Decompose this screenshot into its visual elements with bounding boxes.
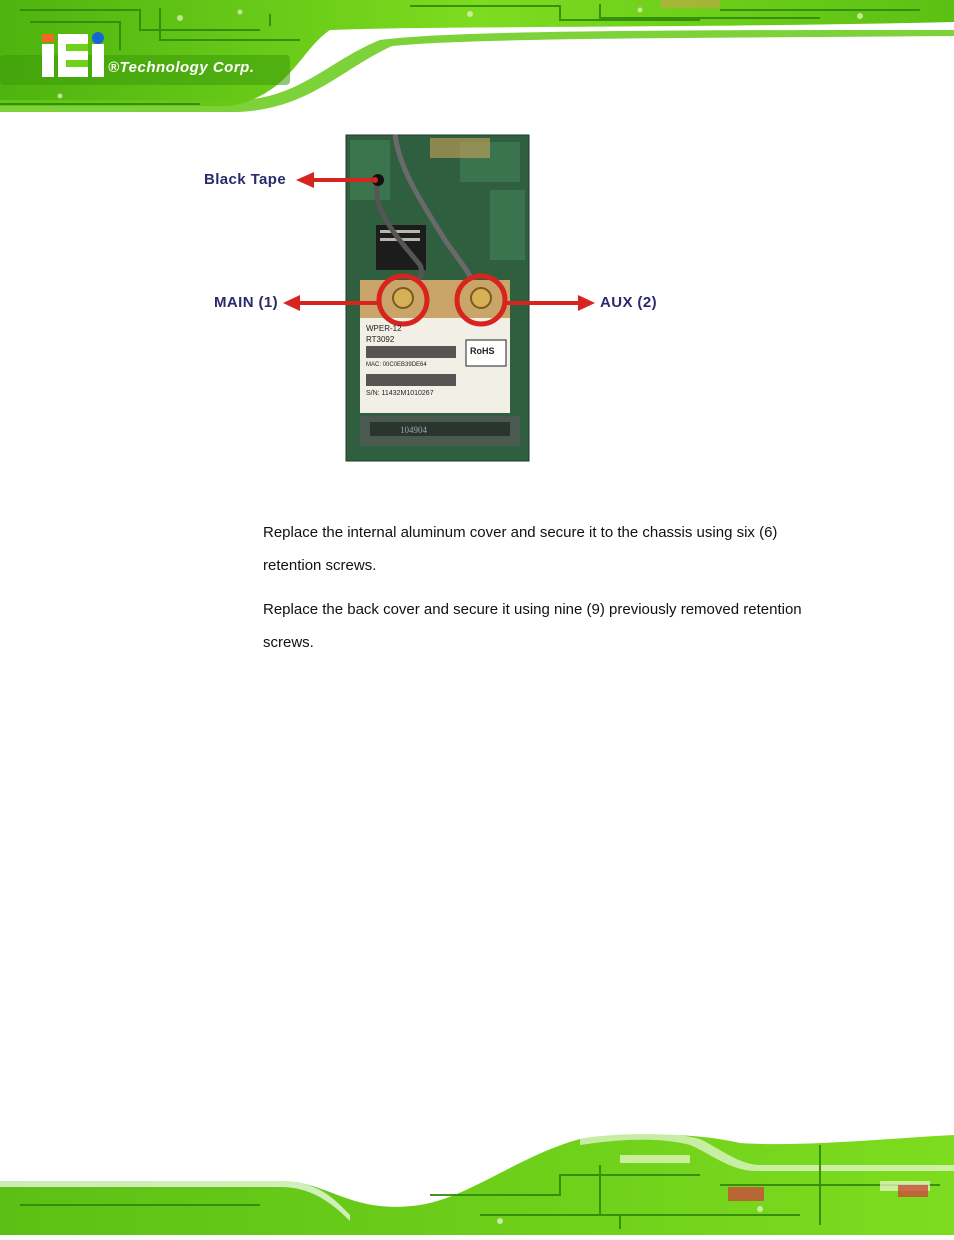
- footer-pcb-graphic: [0, 1125, 954, 1235]
- step-replace-aluminum-cover: Replace the internal aluminum cover and secure it to the chassis using six (6) retention screws.: [263, 524, 778, 574]
- procedure-steps: [263, 516, 823, 670]
- aux-connector-label: AUX (2): [600, 294, 657, 311]
- board-mark: 104904: [400, 425, 427, 435]
- card-sn-text: S/N: 11432M1010267: [366, 390, 434, 397]
- iei-logo: [42, 32, 104, 77]
- brand-text: ®Technology Corp.: [108, 59, 255, 76]
- step-replace-back-cover: Replace the back cover and secure it using nine (9) previously removed retention screws.: [263, 601, 802, 651]
- header-pcb-graphic: [0, 0, 954, 112]
- barcode: [366, 346, 456, 358]
- page-header: [0, 0, 954, 112]
- card-model-text: WPER-12: [366, 324, 402, 333]
- card-mac-text: MAC: 00C0EB39DE64: [366, 362, 427, 368]
- main-connector-label: MAIN (1): [214, 294, 279, 311]
- antenna-connection-figure: [200, 130, 680, 470]
- card-chip-text: RT3092: [366, 335, 395, 344]
- page-footer: [0, 1125, 954, 1235]
- black-tape-label: Black Tape: [204, 171, 287, 188]
- rohs-mark: RoHS: [470, 346, 495, 356]
